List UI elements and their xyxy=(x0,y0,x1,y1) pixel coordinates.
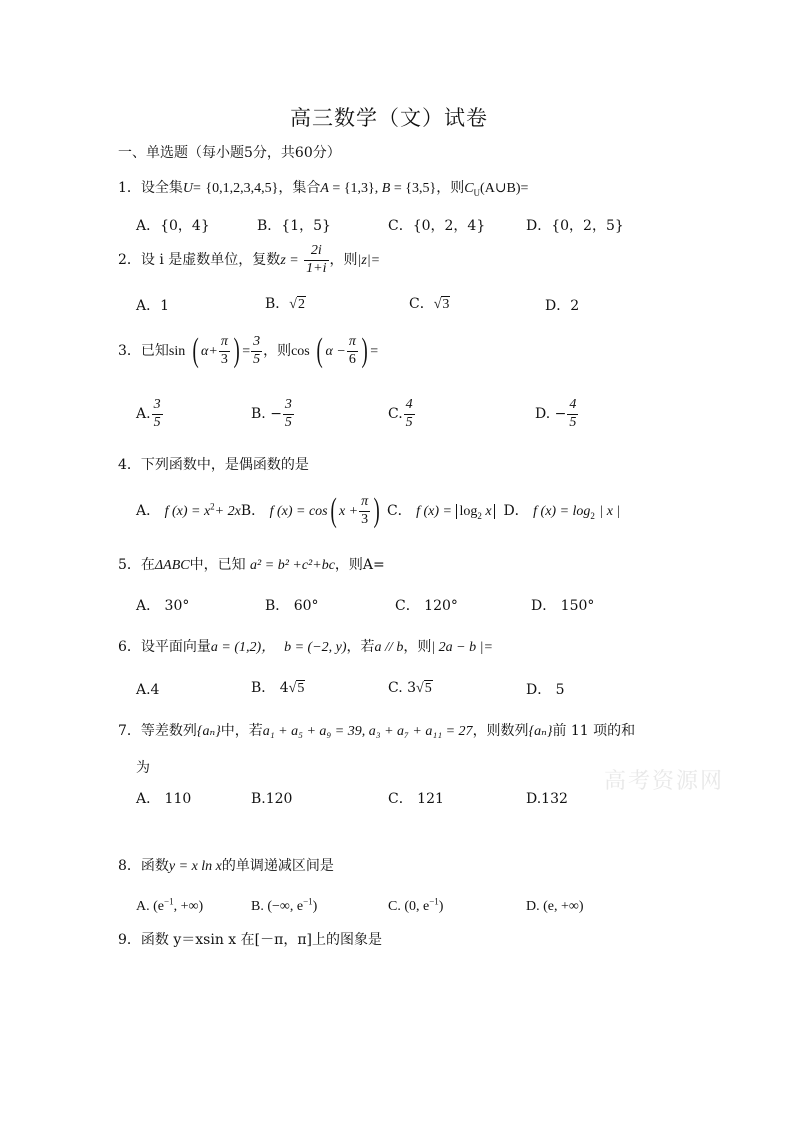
question-3: 3．已知sin ( α+ $\frac{\pi}{3}$ ) = $\frac{3}{5}$ ，则cos ( α − $\frac{\pi}{6}$ ) = xyxy=(118,332,379,369)
q2-option-a: A．1 xyxy=(136,298,170,314)
q1-option-a: A．{0，4} xyxy=(136,218,210,234)
q3-option-a: A. $\frac{3}{5}$ xyxy=(136,397,161,430)
question-2: 2．设 i 是虚数单位，复数z = $\frac{2i}{1+i}$ ，则|z|= xyxy=(118,243,381,276)
question-8: 8．函数y = x ln x的单调递减区间是 xyxy=(118,858,334,874)
question-6: 6．设平面向量a = (1,2)， b = (−2, y)，若a // b，则| 2a − b |= xyxy=(118,639,493,655)
q3-option-c: C. $\frac{4}{5}$ xyxy=(388,397,413,430)
q8-option-a: A. ($e^{-1}$, +∞) xyxy=(136,896,204,914)
q1-option-b: B．{1，5} xyxy=(257,218,331,234)
q5-option-a: A． 30° xyxy=(136,598,190,614)
q8-option-b: B. (−∞, $e^{-1}$) xyxy=(251,896,318,914)
q6-option-d: D． 5 xyxy=(526,682,565,698)
q2-fraction: $\frac{2i}{1+i}$ xyxy=(306,243,327,276)
q5-option-c: C． 120° xyxy=(395,598,458,614)
q1-option-c: C．{0，2，4} xyxy=(388,218,486,234)
q6-option-c: C. 3√5 xyxy=(388,680,432,696)
q5-option-b: B． 60° xyxy=(265,598,319,614)
q1-option-d: D．{0，2，5} xyxy=(526,218,624,234)
q4-options: A． f $(x) = x^2+ 2xB$． f (x) = cos( x + $\frac{\pi}{3}$ ) C． f $(x) = \log_2 x$ D． f $(x) = \log_2$ | x | xyxy=(136,492,621,529)
q5-option-d: D． 150° xyxy=(531,598,595,614)
question-9: 9．函数 y＝xsin x 在[－π，π]上的图象是 xyxy=(118,932,382,948)
section-heading: 一、单选题（每小题5分，共60分） xyxy=(118,145,341,161)
q8-option-c: C. (0, $e^{-1}$) xyxy=(388,896,444,914)
question-4: 4．下列函数中，是偶函数的是 xyxy=(118,457,309,473)
question-5: 5．在ΔABC中，已知 a² = b² +c²+bc，则A= xyxy=(118,557,385,573)
q6-option-b: B． 4√5 xyxy=(251,680,305,696)
q7-option-b: B.120 xyxy=(251,791,293,807)
page-title: 高三数学（文）试卷 xyxy=(290,106,488,130)
q2-option-c: C．√3 xyxy=(409,296,450,312)
q7-option-a: A． 110 xyxy=(136,791,192,807)
question-7: 7．等差数列{aₙ}中，若a₁ + a₅ + a₉ = 39, a₃ + a₇ + a₁₁ = 27，则数列{aₙ}前 11 项的和 xyxy=(118,723,636,739)
q6-option-a: A.4 xyxy=(136,682,160,698)
q2-option-b: B．√2 xyxy=(265,296,305,312)
question-1: 1．设全集U= {0,1,2,3,4,5}，集合A = {1,3}, B = {3,5}，则$C_U(A\cup B)=$ xyxy=(118,180,529,198)
q3-option-d: D. − $\frac{4}{5}$ xyxy=(535,397,577,430)
watermark: 高考资源网 xyxy=(604,769,725,794)
q7-option-d: D.132 xyxy=(526,791,568,807)
q2-option-d: D．2 xyxy=(545,298,580,314)
q3-option-b: B. − $\frac{3}{5}$ xyxy=(251,397,292,430)
question-7-wrap: 为 xyxy=(136,760,150,776)
q7-option-c: C． 121 xyxy=(388,791,444,807)
q8-option-d: D. (e, +∞) xyxy=(526,899,584,914)
